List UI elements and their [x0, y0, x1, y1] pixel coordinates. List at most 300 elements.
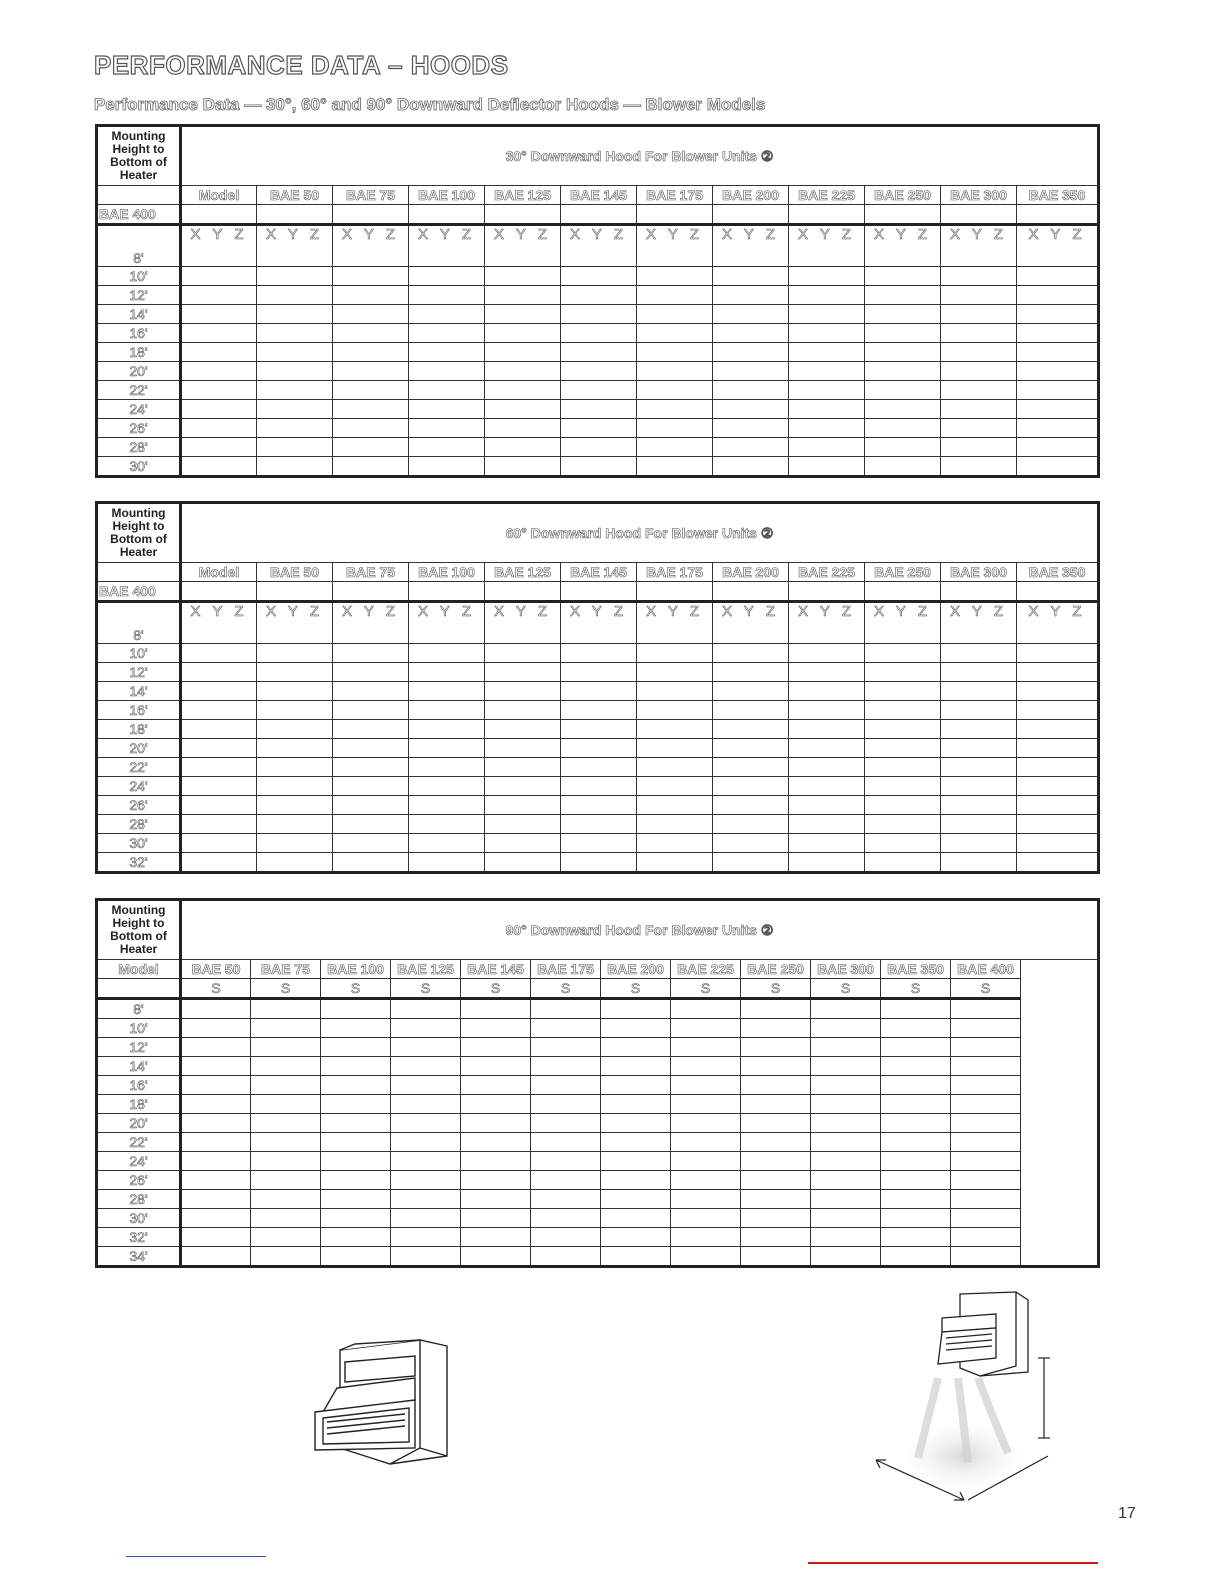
- model-header: BAE 300: [941, 563, 1017, 582]
- data-cell: [1017, 343, 1099, 362]
- data-cell: [461, 1152, 531, 1171]
- blank-cell: [333, 205, 409, 225]
- data-cell: [409, 739, 485, 758]
- height-label: 18': [97, 343, 181, 362]
- data-cell: [391, 1152, 461, 1171]
- data-cell: [333, 343, 409, 362]
- data-cell: [865, 853, 941, 873]
- data-cell: [531, 1209, 601, 1228]
- data-cell: [181, 682, 257, 701]
- data-cell: [601, 1247, 671, 1267]
- height-label: 24': [97, 400, 181, 419]
- data-cell: [409, 663, 485, 682]
- data-cell: [1017, 777, 1099, 796]
- data-cell: [391, 1209, 461, 1228]
- data-cell: [941, 720, 1017, 739]
- height-label: 32': [97, 853, 181, 873]
- data-cell: [391, 1133, 461, 1152]
- data-cell: [333, 286, 409, 305]
- data-cell: [461, 1019, 531, 1038]
- blank-cell: [789, 205, 865, 225]
- blank-cell: [561, 205, 637, 225]
- data-cell: [391, 1095, 461, 1114]
- data-cell: [865, 419, 941, 438]
- data-cell: [671, 999, 741, 1019]
- data-cell: [789, 663, 865, 682]
- data-cell: [181, 834, 257, 853]
- data-cell: [941, 419, 1017, 438]
- data-cell: [1017, 267, 1099, 286]
- data-cell: [1017, 682, 1099, 701]
- data-cell: [637, 682, 713, 701]
- model-header: BAE 300: [941, 186, 1017, 205]
- model-header: BAE 250: [865, 563, 941, 582]
- data-cell: [941, 286, 1017, 305]
- height-label: 22': [97, 758, 181, 777]
- data-cell: [865, 343, 941, 362]
- data-cell: [461, 1114, 531, 1133]
- s-subheader: S: [531, 979, 601, 999]
- data-cell: [865, 324, 941, 343]
- data-cell: [321, 1019, 391, 1038]
- height-label: 26': [97, 796, 181, 815]
- data-cell: [257, 362, 333, 381]
- blank-cell: [97, 563, 181, 582]
- data-cell: [601, 1133, 671, 1152]
- data-cell: [391, 999, 461, 1019]
- data-cell: [485, 457, 561, 477]
- data-cell: [391, 1057, 461, 1076]
- height-label: 8': [97, 225, 181, 267]
- data-cell: [461, 1228, 531, 1247]
- data-cell: [1017, 438, 1099, 457]
- data-cell: [713, 644, 789, 663]
- data-cell: [941, 758, 1017, 777]
- height-label: 28': [97, 815, 181, 834]
- data-cell: [485, 419, 561, 438]
- data-cell: [671, 1114, 741, 1133]
- data-cell: [713, 758, 789, 777]
- data-cell: [671, 1095, 741, 1114]
- data-cell: [601, 1038, 671, 1057]
- xyz-subheader: X Y Z: [181, 225, 257, 267]
- data-cell: [251, 1209, 321, 1228]
- data-cell: [951, 1038, 1021, 1057]
- data-cell: [671, 1133, 741, 1152]
- data-cell: [333, 853, 409, 873]
- data-cell: [321, 1133, 391, 1152]
- data-cell: [333, 457, 409, 477]
- data-cell: [789, 267, 865, 286]
- data-cell: [881, 1038, 951, 1057]
- data-cell: [811, 1038, 881, 1057]
- data-cell: [531, 1038, 601, 1057]
- data-cell: [561, 267, 637, 286]
- data-cell: [321, 1209, 391, 1228]
- data-cell: [671, 1152, 741, 1171]
- model-header: BAE 250: [865, 186, 941, 205]
- data-cell: [941, 343, 1017, 362]
- s-subheader: S: [741, 979, 811, 999]
- data-cell: [409, 682, 485, 701]
- data-cell: [333, 381, 409, 400]
- data-cell: [741, 1076, 811, 1095]
- data-cell: [1017, 720, 1099, 739]
- data-cell: [561, 305, 637, 324]
- data-cell: [637, 457, 713, 477]
- model-header-extra: BAE 400: [97, 582, 181, 602]
- data-cell: [941, 777, 1017, 796]
- data-cell: [713, 305, 789, 324]
- data-cell: [881, 1190, 951, 1209]
- data-cell: [181, 1114, 251, 1133]
- data-cell: [321, 1114, 391, 1133]
- data-cell: [485, 739, 561, 758]
- height-label: 24': [97, 1152, 181, 1171]
- data-cell: [637, 286, 713, 305]
- xyz-subheader: X Y Z: [941, 225, 1017, 267]
- data-cell: [1017, 758, 1099, 777]
- data-cell: [741, 1152, 811, 1171]
- model-header-extra: BAE 400: [97, 205, 181, 225]
- data-cell: [251, 999, 321, 1019]
- xyz-subheader: X Y Z: [941, 602, 1017, 644]
- data-cell: [1017, 286, 1099, 305]
- data-cell: [561, 834, 637, 853]
- data-cell: [865, 305, 941, 324]
- data-cell: [789, 701, 865, 720]
- data-cell: [409, 419, 485, 438]
- blank-cell: [97, 186, 181, 205]
- model-header: BAE 50: [257, 563, 333, 582]
- data-cell: [181, 1152, 251, 1171]
- data-cell: [409, 381, 485, 400]
- model-header: BAE 75: [333, 563, 409, 582]
- data-cell: [811, 1019, 881, 1038]
- s-subheader: S: [671, 979, 741, 999]
- data-cell: [637, 419, 713, 438]
- data-cell: [257, 457, 333, 477]
- data-cell: [865, 701, 941, 720]
- data-cell: [811, 1133, 881, 1152]
- data-cell: [941, 663, 1017, 682]
- xyz-subheader: X Y Z: [637, 602, 713, 644]
- data-cell: [181, 853, 257, 873]
- data-cell: [257, 682, 333, 701]
- data-cell: [789, 286, 865, 305]
- data-cell: [321, 1247, 391, 1267]
- data-cell: [789, 644, 865, 663]
- data-cell: [713, 777, 789, 796]
- data-cell: [257, 267, 333, 286]
- data-cell: [181, 720, 257, 739]
- data-cell: [257, 853, 333, 873]
- model-header: BAE 125: [485, 186, 561, 205]
- data-cell: [561, 701, 637, 720]
- data-cell: [741, 999, 811, 1019]
- table-heading: 60° Downward Hood For Blower Units ②: [181, 503, 1099, 563]
- data-cell: [713, 457, 789, 477]
- height-label: 20': [97, 362, 181, 381]
- data-cell: [321, 1057, 391, 1076]
- data-cell: [257, 305, 333, 324]
- data-cell: [333, 419, 409, 438]
- data-cell: [789, 834, 865, 853]
- data-cell: [251, 1095, 321, 1114]
- data-cell: [865, 438, 941, 457]
- model-header: BAE 175: [637, 186, 713, 205]
- data-cell: [741, 1228, 811, 1247]
- data-cell: [713, 739, 789, 758]
- data-cell: [741, 1095, 811, 1114]
- data-cell: [671, 1209, 741, 1228]
- data-cell: [181, 1171, 251, 1190]
- data-cell: [257, 701, 333, 720]
- data-cell: [251, 1019, 321, 1038]
- data-cell: [181, 815, 257, 834]
- height-label: 26': [97, 1171, 181, 1190]
- data-cell: [671, 1228, 741, 1247]
- data-cell: [671, 1038, 741, 1057]
- data-cell: [181, 267, 257, 286]
- height-label: 28': [97, 1190, 181, 1209]
- data-cell: [181, 796, 257, 815]
- data-cell: [637, 438, 713, 457]
- blank-cell: [941, 205, 1017, 225]
- blank-cell: [713, 205, 789, 225]
- data-cell: [461, 999, 531, 1019]
- blank-cell: [941, 582, 1017, 602]
- footer-red-line: [808, 1562, 1098, 1564]
- data-cell: [531, 1095, 601, 1114]
- data-cell: [637, 853, 713, 873]
- data-cell: [1017, 739, 1099, 758]
- data-cell: [409, 267, 485, 286]
- data-cell: [485, 400, 561, 419]
- xyz-subheader: X Y Z: [257, 225, 333, 267]
- data-cell: [865, 739, 941, 758]
- model-header: BAE 250: [741, 960, 811, 979]
- data-cell: [789, 777, 865, 796]
- data-cell: [601, 1228, 671, 1247]
- model-header: BAE 350: [1017, 563, 1099, 582]
- height-label: 12': [97, 1038, 181, 1057]
- data-cell: [881, 1209, 951, 1228]
- data-cell: [333, 739, 409, 758]
- data-cell: [257, 720, 333, 739]
- data-cell: [181, 305, 257, 324]
- s-subheader: S: [321, 979, 391, 999]
- data-cell: [865, 644, 941, 663]
- data-cell: [321, 1076, 391, 1095]
- xyz-subheader: X Y Z: [409, 225, 485, 267]
- data-cell: [671, 1190, 741, 1209]
- data-cell: [257, 381, 333, 400]
- data-cell: [461, 1247, 531, 1267]
- data-cell: [941, 457, 1017, 477]
- data-cell: [1017, 701, 1099, 720]
- data-cell: [951, 1076, 1021, 1095]
- data-cell: [561, 419, 637, 438]
- data-cell: [391, 1228, 461, 1247]
- data-cell: [531, 1019, 601, 1038]
- data-cell: [409, 438, 485, 457]
- data-cell: [881, 1133, 951, 1152]
- data-cell: [561, 343, 637, 362]
- data-cell: [1017, 324, 1099, 343]
- data-cell: [741, 1247, 811, 1267]
- s-subheader: S: [881, 979, 951, 999]
- data-cell: [257, 286, 333, 305]
- model-header: BAE 100: [321, 960, 391, 979]
- data-cell: [811, 1152, 881, 1171]
- table-60-degree-hood: [95, 501, 1100, 874]
- data-cell: [485, 343, 561, 362]
- data-cell: [671, 1057, 741, 1076]
- data-cell: [461, 1038, 531, 1057]
- data-cell: [789, 815, 865, 834]
- data-cell: [257, 834, 333, 853]
- data-cell: [257, 796, 333, 815]
- blank-cell: [257, 582, 333, 602]
- data-cell: [1017, 362, 1099, 381]
- data-cell: [713, 796, 789, 815]
- data-cell: [257, 343, 333, 362]
- data-cell: [561, 457, 637, 477]
- data-cell: [865, 815, 941, 834]
- data-cell: [181, 286, 257, 305]
- data-cell: [561, 796, 637, 815]
- data-cell: [741, 1038, 811, 1057]
- data-cell: [601, 1171, 671, 1190]
- data-cell: [637, 644, 713, 663]
- data-cell: [789, 400, 865, 419]
- data-cell: [671, 1247, 741, 1267]
- data-cell: [257, 815, 333, 834]
- data-cell: [531, 1247, 601, 1267]
- data-cell: [713, 362, 789, 381]
- model-header: BAE 175: [637, 563, 713, 582]
- data-cell: [951, 1209, 1021, 1228]
- table-heading: 30° Downward Hood For Blower Units ②: [181, 126, 1099, 186]
- xyz-subheader: X Y Z: [713, 225, 789, 267]
- data-cell: [461, 1057, 531, 1076]
- data-cell: [881, 1076, 951, 1095]
- data-cell: [461, 1171, 531, 1190]
- data-cell: [1017, 419, 1099, 438]
- data-cell: [741, 1133, 811, 1152]
- data-cell: [181, 999, 251, 1019]
- data-cell: [941, 324, 1017, 343]
- data-cell: [333, 834, 409, 853]
- data-cell: [181, 1228, 251, 1247]
- data-cell: [1017, 834, 1099, 853]
- blank-cell: [181, 205, 257, 225]
- data-cell: [181, 1209, 251, 1228]
- data-cell: [941, 834, 1017, 853]
- data-cell: [251, 1114, 321, 1133]
- model-header: BAE 145: [561, 186, 637, 205]
- data-cell: [321, 1095, 391, 1114]
- data-cell: [1017, 796, 1099, 815]
- page-number: 17: [1118, 1505, 1136, 1522]
- height-label: 20': [97, 1114, 181, 1133]
- data-cell: [461, 1190, 531, 1209]
- data-cell: [1017, 644, 1099, 663]
- data-cell: [181, 438, 257, 457]
- data-cell: [181, 362, 257, 381]
- data-cell: [333, 720, 409, 739]
- data-cell: [951, 1057, 1021, 1076]
- hood-throw-illustration: [868, 1288, 1063, 1508]
- height-label: 12': [97, 286, 181, 305]
- data-cell: [881, 1247, 951, 1267]
- data-cell: [257, 663, 333, 682]
- data-cell: [257, 739, 333, 758]
- data-cell: [409, 362, 485, 381]
- data-cell: [811, 1057, 881, 1076]
- data-cell: [865, 834, 941, 853]
- data-cell: [741, 1114, 811, 1133]
- data-cell: [409, 758, 485, 777]
- height-label: 28': [97, 438, 181, 457]
- data-cell: [333, 362, 409, 381]
- data-cell: [637, 267, 713, 286]
- height-label: 10': [97, 267, 181, 286]
- data-cell: [391, 1247, 461, 1267]
- data-cell: [713, 853, 789, 873]
- data-cell: [637, 777, 713, 796]
- data-cell: [485, 305, 561, 324]
- data-cell: [181, 758, 257, 777]
- xyz-subheader: X Y Z: [1017, 602, 1099, 644]
- data-cell: [181, 1076, 251, 1095]
- data-cell: [941, 644, 1017, 663]
- data-cell: [257, 644, 333, 663]
- height-label: 12': [97, 663, 181, 682]
- data-cell: [333, 400, 409, 419]
- model-header: BAE 100: [409, 186, 485, 205]
- blank-cell: [333, 582, 409, 602]
- data-cell: [181, 457, 257, 477]
- height-label: 16': [97, 324, 181, 343]
- data-cell: [561, 381, 637, 400]
- data-cell: [811, 1076, 881, 1095]
- model-header: BAE 350: [881, 960, 951, 979]
- data-cell: [811, 1190, 881, 1209]
- data-cell: [485, 834, 561, 853]
- data-cell: [485, 362, 561, 381]
- data-cell: [951, 1095, 1021, 1114]
- data-cell: [181, 701, 257, 720]
- data-cell: [865, 777, 941, 796]
- data-cell: [601, 1209, 671, 1228]
- data-cell: [409, 343, 485, 362]
- model-header: BAE 175: [531, 960, 601, 979]
- data-cell: [485, 663, 561, 682]
- data-cell: [713, 381, 789, 400]
- xyz-subheader: X Y Z: [561, 602, 637, 644]
- data-cell: [485, 758, 561, 777]
- xyz-subheader: X Y Z: [257, 602, 333, 644]
- data-cell: [637, 796, 713, 815]
- hood-illustration: [305, 1330, 455, 1470]
- data-cell: [485, 815, 561, 834]
- model-header: BAE 200: [713, 563, 789, 582]
- data-cell: [941, 381, 1017, 400]
- data-cell: [333, 663, 409, 682]
- height-label: 20': [97, 739, 181, 758]
